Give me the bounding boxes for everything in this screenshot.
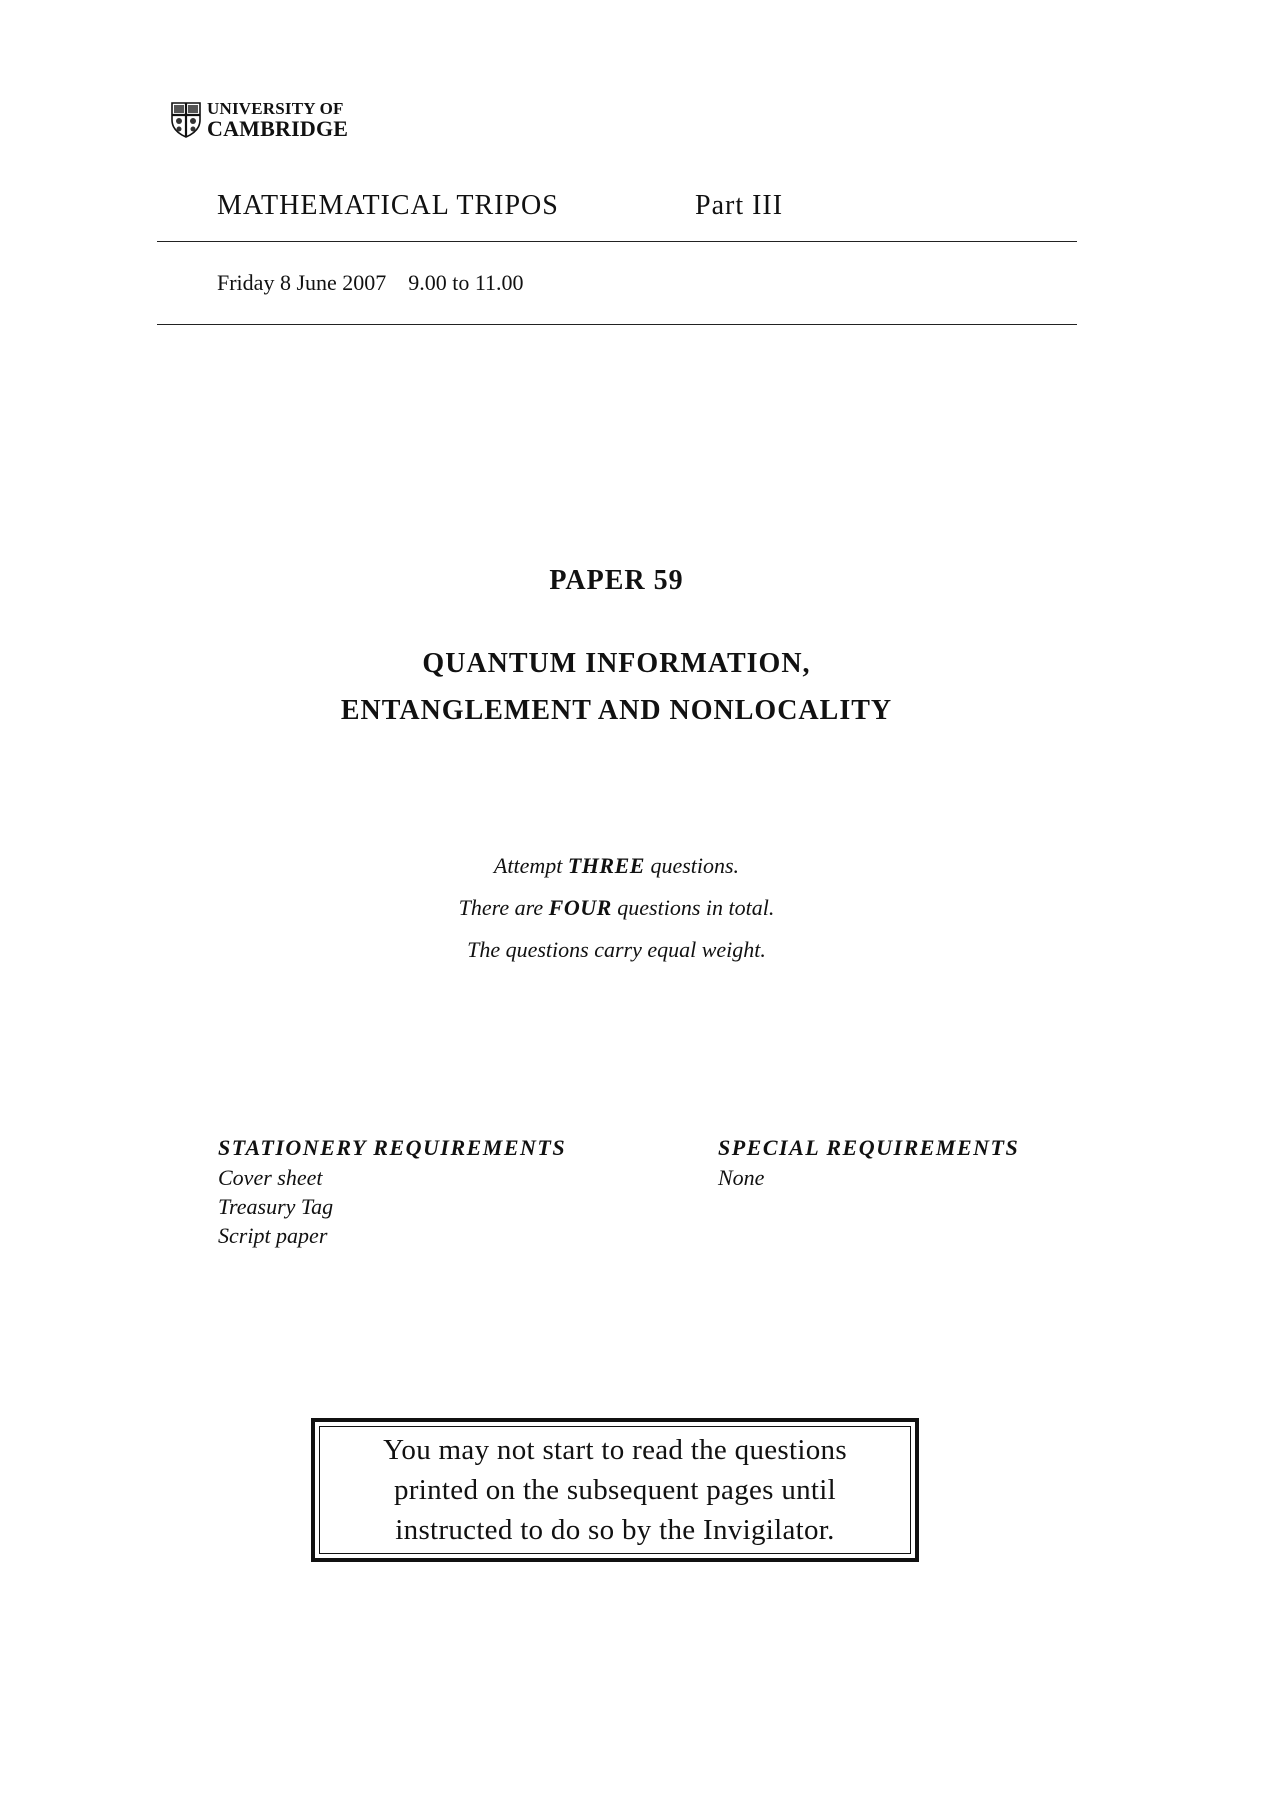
special-item: None (718, 1165, 765, 1190)
exam-date-time (217, 270, 524, 296)
special-heading: SPECIAL REQUIREMENTS (718, 1135, 1020, 1160)
instruction-attempt (0, 853, 1233, 879)
stationery-list (218, 1163, 333, 1250)
instruction-emphasis: FOUR (548, 895, 612, 920)
exam-title: MATHEMATICAL TRIPOS (217, 190, 559, 221)
instruction-text: Attempt (493, 853, 568, 878)
paper-title-line2: ENTANGLEMENT AND NONLOCALITY (340, 695, 893, 726)
instruction-emphasis: THREE (567, 853, 645, 878)
exam-date: Friday 8 June 2007 (217, 270, 387, 295)
instruction-weight: The questions carry equal weight. (467, 937, 766, 962)
logo-line-cambridge: CAMBRIDGE (207, 116, 349, 141)
stationery-item: Script paper (218, 1223, 328, 1248)
instruction-total (0, 895, 1233, 921)
invigilator-notice-inner (319, 1426, 911, 1554)
university-logo (171, 100, 348, 140)
exam-time: 9.00 to 11.00 (408, 270, 524, 295)
paper-title-line1: QUANTUM INFORMATION, (422, 648, 811, 679)
exam-part: Part III (695, 190, 784, 221)
paper-number: PAPER 59 (549, 565, 684, 596)
notice-line: instructed to do so by the Invigilator. (395, 1514, 835, 1546)
stationery-heading: STATIONERY REQUIREMENTS (218, 1135, 567, 1160)
stationery-item: Cover sheet (218, 1165, 323, 1190)
header-rule-bottom (157, 324, 1077, 325)
logo-line-university: UNIVERSITY OF (207, 99, 344, 118)
special-list (718, 1163, 764, 1192)
notice-line: You may not start to read the questions (383, 1434, 847, 1466)
stationery-item: Treasury Tag (218, 1194, 334, 1219)
cambridge-crest-icon (171, 102, 201, 138)
instruction-text: questions. (644, 853, 740, 878)
invigilator-notice-box (311, 1418, 919, 1562)
instruction-text: There are (458, 895, 549, 920)
notice-line: printed on the subsequent pages until (394, 1474, 836, 1506)
instruction-text: questions in total. (611, 895, 775, 920)
header-rule-top (157, 241, 1077, 242)
